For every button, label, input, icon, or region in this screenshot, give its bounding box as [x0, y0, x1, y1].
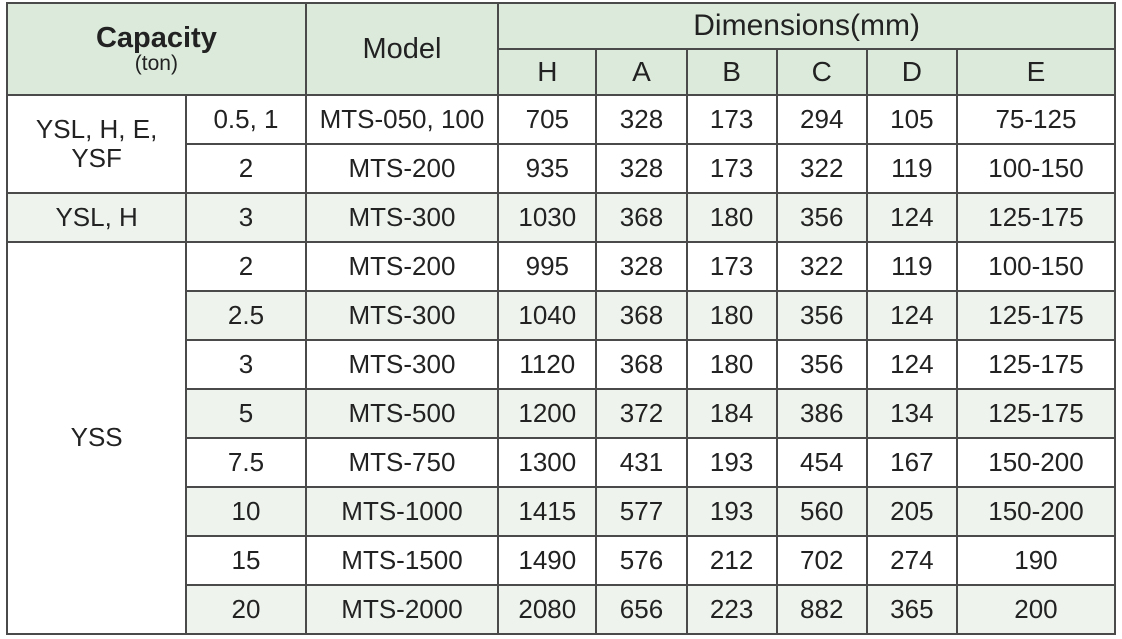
header-dim-h: H: [498, 49, 596, 95]
dim-c: 356: [777, 193, 867, 242]
header-dim-c: C: [777, 49, 867, 95]
header-capacity-main: Capacity: [95, 22, 217, 54]
dim-h: 1040: [498, 291, 596, 340]
header-model: Model: [306, 3, 498, 95]
dim-b: 173: [687, 95, 777, 144]
dim-a: 368: [596, 193, 686, 242]
dim-d: 274: [867, 536, 957, 585]
dim-e: 190: [957, 536, 1115, 585]
dim-b: 193: [687, 438, 777, 487]
dim-b: 184: [687, 389, 777, 438]
capacity-ton: 15: [186, 536, 306, 585]
dim-e: 100-150: [957, 242, 1115, 291]
model-name: MTS-750: [306, 438, 498, 487]
dim-e: 125-175: [957, 291, 1115, 340]
dim-b: 223: [687, 585, 777, 634]
capacity-ton: 0.5, 1: [186, 95, 306, 144]
model-name: MTS-300: [306, 193, 498, 242]
dim-c: 356: [777, 340, 867, 389]
dim-d: 119: [867, 242, 957, 291]
capacity-ton: 2: [186, 144, 306, 193]
capacity-ton: 2: [186, 242, 306, 291]
dim-c: 356: [777, 291, 867, 340]
dim-a: 656: [596, 585, 686, 634]
capacity-ton: 3: [186, 193, 306, 242]
dim-a: 368: [596, 291, 686, 340]
header-dim-b: B: [687, 49, 777, 95]
dim-h: 705: [498, 95, 596, 144]
dim-a: 328: [596, 242, 686, 291]
dim-d: 205: [867, 487, 957, 536]
group-label-cell: YSL, H: [7, 193, 186, 242]
dim-h: 995: [498, 242, 596, 291]
header-row-primary: [7, 3, 1115, 49]
dim-d: 124: [867, 340, 957, 389]
dim-a: 328: [596, 95, 686, 144]
capacity-ton: 7.5: [186, 438, 306, 487]
model-name: MTS-300: [306, 340, 498, 389]
dim-e: 125-175: [957, 389, 1115, 438]
model-name: MTS-1000: [306, 487, 498, 536]
dim-b: 193: [687, 487, 777, 536]
capacity-ton: 5: [186, 389, 306, 438]
dim-h: 1120: [498, 340, 596, 389]
dim-h: 1030: [498, 193, 596, 242]
dim-e: 125-175: [957, 340, 1115, 389]
dim-d: 365: [867, 585, 957, 634]
table-row: [7, 193, 1115, 242]
dim-d: 105: [867, 95, 957, 144]
dim-b: 180: [687, 193, 777, 242]
dim-h: 1490: [498, 536, 596, 585]
dim-d: 167: [867, 438, 957, 487]
header-dim-a: A: [596, 49, 686, 95]
header-dimensions: Dimensions(mm): [498, 3, 1115, 49]
table-body: [7, 95, 1115, 634]
model-name: MTS-1500: [306, 536, 498, 585]
header-capacity: [7, 3, 306, 95]
dim-b: 180: [687, 291, 777, 340]
dim-c: 386: [777, 389, 867, 438]
dim-e: 200: [957, 585, 1115, 634]
dim-c: 322: [777, 144, 867, 193]
dim-e: 75-125: [957, 95, 1115, 144]
dim-b: 173: [687, 242, 777, 291]
model-name: MTS-500: [306, 389, 498, 438]
dim-e: 150-200: [957, 438, 1115, 487]
header-capacity-unit: (ton): [134, 52, 178, 76]
dim-d: 124: [867, 291, 957, 340]
dim-c: 294: [777, 95, 867, 144]
capacity-ton: 20: [186, 585, 306, 634]
capacity-ton: 3: [186, 340, 306, 389]
capacity-ton: 2.5: [186, 291, 306, 340]
dim-e: 150-200: [957, 487, 1115, 536]
dim-a: 372: [596, 389, 686, 438]
dim-d: 119: [867, 144, 957, 193]
header-dim-e: E: [957, 49, 1115, 95]
dim-c: 560: [777, 487, 867, 536]
dim-c: 322: [777, 242, 867, 291]
specification-table: [6, 2, 1116, 635]
model-name: MTS-200: [306, 144, 498, 193]
table-row: [7, 242, 1115, 291]
dim-e: 100-150: [957, 144, 1115, 193]
group-label-cell: YSL, H, E, YSF: [7, 95, 186, 193]
dim-c: 454: [777, 438, 867, 487]
capacity-ton: 10: [186, 487, 306, 536]
dim-h: 1415: [498, 487, 596, 536]
table-row: [7, 95, 1115, 144]
table-header: [7, 3, 1115, 95]
dim-d: 134: [867, 389, 957, 438]
dim-b: 212: [687, 536, 777, 585]
dim-h: 935: [498, 144, 596, 193]
model-name: MTS-050, 100: [306, 95, 498, 144]
dim-c: 702: [777, 536, 867, 585]
dim-a: 576: [596, 536, 686, 585]
header-dim-d: D: [867, 49, 957, 95]
dim-e: 125-175: [957, 193, 1115, 242]
dim-h: 1200: [498, 389, 596, 438]
dim-a: 431: [596, 438, 686, 487]
dim-a: 328: [596, 144, 686, 193]
dim-a: 577: [596, 487, 686, 536]
dim-h: 1300: [498, 438, 596, 487]
model-name: MTS-2000: [306, 585, 498, 634]
dim-a: 368: [596, 340, 686, 389]
dim-c: 882: [777, 585, 867, 634]
dim-d: 124: [867, 193, 957, 242]
model-name: MTS-200: [306, 242, 498, 291]
dim-b: 180: [687, 340, 777, 389]
group-label-cell: YSS: [7, 242, 186, 634]
model-name: MTS-300: [306, 291, 498, 340]
dim-b: 173: [687, 144, 777, 193]
dim-h: 2080: [498, 585, 596, 634]
